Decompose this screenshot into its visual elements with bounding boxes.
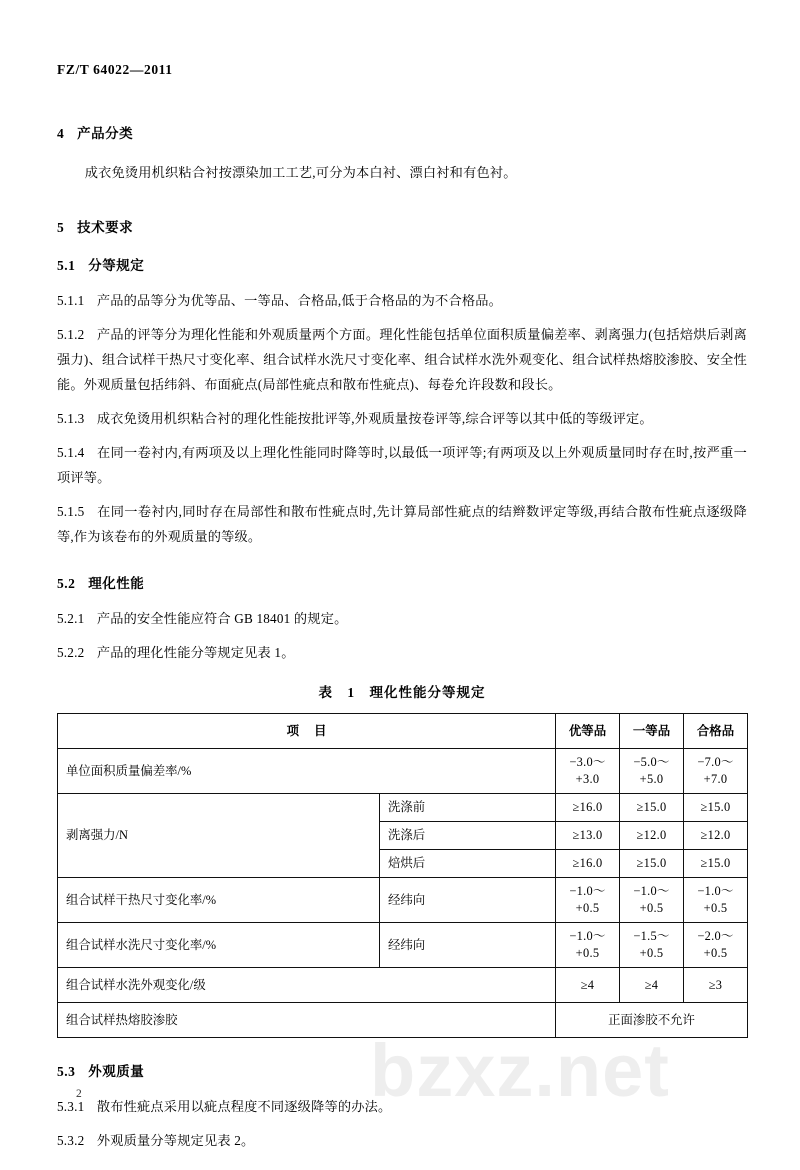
table-caption-title: 理化性能分等规定 bbox=[369, 685, 486, 700]
cell-value: −1.0～+0.5 bbox=[556, 878, 620, 923]
cell-value: ≥16.0 bbox=[556, 850, 620, 878]
heading-title: 技术要求 bbox=[77, 220, 134, 235]
heading-title: 分等规定 bbox=[88, 258, 145, 273]
column-header-premium: 优等品 bbox=[556, 714, 620, 749]
clause-5-3-2 bbox=[57, 1128, 747, 1153]
cell-value: −1.0～+0.5 bbox=[620, 878, 684, 923]
table-row bbox=[58, 878, 748, 923]
heading-section-4 bbox=[57, 122, 747, 142]
clause-5-1-5 bbox=[57, 499, 747, 549]
table-physical-chemical-grading bbox=[57, 713, 748, 1038]
cell-value: ≥15.0 bbox=[620, 850, 684, 878]
cell-value: ≥3 bbox=[684, 968, 748, 1003]
row-sub-label: 焙烘后 bbox=[380, 850, 556, 878]
heading-section-5-1 bbox=[57, 254, 747, 274]
clause-5-1-3 bbox=[57, 406, 747, 431]
table-header-row bbox=[58, 714, 748, 749]
clause-5-3-1 bbox=[57, 1094, 747, 1119]
heading-section-5 bbox=[57, 216, 747, 236]
clause-text: 外观质量分等规定见表 2。 bbox=[96, 1133, 255, 1148]
cell-value: −3.0～+3.0 bbox=[556, 749, 620, 794]
table-row bbox=[58, 749, 748, 794]
clause-number: 5.3.2 bbox=[57, 1133, 85, 1148]
heading-number: 5.3 bbox=[57, 1064, 76, 1079]
heading-number: 5.1 bbox=[57, 258, 76, 273]
clause-number: 5.1.5 bbox=[57, 504, 85, 519]
cell-value: ≥12.0 bbox=[620, 822, 684, 850]
clause-number: 5.2.1 bbox=[57, 611, 85, 626]
cell-value: ≥12.0 bbox=[684, 822, 748, 850]
clause-text: 在同一卷衬内,有两项及以上理化性能同时降等时,以最低一项评等;有两项及以上外观质量同时存在时,按严重一项评等。 bbox=[57, 445, 747, 485]
clause-number: 5.1.4 bbox=[57, 445, 85, 460]
table-row bbox=[58, 794, 748, 822]
row-sub-label: 经纬向 bbox=[380, 923, 556, 968]
cell-value: −7.0～+7.0 bbox=[684, 749, 748, 794]
table-row bbox=[58, 1003, 748, 1038]
table-1-caption bbox=[57, 681, 747, 701]
table-caption-number: 1 bbox=[347, 685, 356, 700]
clause-text: 产品的评等分为理化性能和外观质量两个方面。理化性能包括单位面积质量偏差率、剥离强力(包括焙烘后剥离强力)、组合试样干热尺寸变化率、组合试样水洗尺寸变化率、组合试样水洗外观变化、组合试样热熔胶渗胶、安全性能。外观质量包括纬斜、布面疵点(局部性疵点和散布性疵点)、每卷允许段数和段长。 bbox=[57, 327, 748, 392]
heading-number: 5 bbox=[57, 220, 65, 235]
cell-value: −5.0～+5.0 bbox=[620, 749, 684, 794]
clause-number: 5.3.1 bbox=[57, 1099, 85, 1114]
cell-value: ≥4 bbox=[556, 968, 620, 1003]
row-sub-label: 洗涤后 bbox=[380, 822, 556, 850]
heading-title: 产品分类 bbox=[77, 126, 134, 141]
heading-title: 外观质量 bbox=[88, 1064, 145, 1079]
row-item-label: 剥离强力/N bbox=[58, 794, 380, 878]
clause-text: 产品的理化性能分等规定见表 1。 bbox=[96, 645, 295, 660]
clause-5-2-1 bbox=[57, 606, 747, 631]
clause-text: 成衣免烫用机织粘合衬的理化性能按批评等,外观质量按卷评等,综合评等以其中低的等级评定。 bbox=[96, 411, 653, 426]
cell-value: −1.0～+0.5 bbox=[684, 878, 748, 923]
clause-5-1-2 bbox=[57, 322, 747, 397]
cell-value: ≥15.0 bbox=[620, 794, 684, 822]
clause-number: 5.2.2 bbox=[57, 645, 85, 660]
heading-title: 理化性能 bbox=[88, 576, 145, 591]
clause-number: 5.1.2 bbox=[57, 327, 85, 342]
cell-value: −1.0～+0.5 bbox=[556, 923, 620, 968]
paragraph-4-body: 成衣免烫用机织粘合衬按漂染加工工艺,可分为本白衬、漂白衬和有色衬。 bbox=[84, 165, 517, 180]
clause-text: 产品的品等分为优等品、一等品、合格品,低于合格品的为不合格品。 bbox=[96, 293, 502, 308]
table-row bbox=[58, 968, 748, 1003]
table-caption-label: 表 bbox=[318, 685, 333, 700]
running-header: FZ/T 64022—2011 bbox=[57, 62, 173, 77]
cell-value: ≥13.0 bbox=[556, 822, 620, 850]
row-item-label: 组合试样水洗外观变化/级 bbox=[58, 968, 556, 1003]
heading-section-5-2 bbox=[57, 572, 747, 592]
heading-number: 4 bbox=[57, 126, 65, 141]
table-row bbox=[58, 923, 748, 968]
clause-5-1-4 bbox=[57, 440, 747, 490]
clause-number: 5.1.1 bbox=[57, 293, 85, 308]
cell-value: −2.0～+0.5 bbox=[684, 923, 748, 968]
cell-value: ≥4 bbox=[620, 968, 684, 1003]
clause-text: 散布性疵点采用以疵点程度不同逐级降等的办法。 bbox=[96, 1099, 392, 1114]
heading-section-5-3 bbox=[57, 1060, 747, 1080]
clause-5-2-2 bbox=[57, 640, 747, 665]
cell-value-merged: 正面渗胶不允许 bbox=[556, 1003, 748, 1038]
cell-value: −1.5～+0.5 bbox=[620, 923, 684, 968]
column-header-qualified: 合格品 bbox=[684, 714, 748, 749]
row-item-label: 单位面积质量偏差率/% bbox=[58, 749, 556, 794]
cell-value: ≥15.0 bbox=[684, 850, 748, 878]
column-header-item: 项 目 bbox=[58, 714, 556, 749]
clause-5-1-1 bbox=[57, 288, 747, 313]
cell-value: ≥15.0 bbox=[684, 794, 748, 822]
row-item-label: 组合试样水洗尺寸变化率/% bbox=[58, 923, 380, 968]
watermark-text: bzxz.net bbox=[370, 1029, 670, 1112]
row-sub-label: 洗涤前 bbox=[380, 794, 556, 822]
row-item-label: 组合试样热熔胶渗胶 bbox=[58, 1003, 556, 1038]
column-header-first-grade: 一等品 bbox=[620, 714, 684, 749]
page-number: 2 bbox=[76, 1088, 82, 1100]
clause-number: 5.1.3 bbox=[57, 411, 85, 426]
heading-number: 5.2 bbox=[57, 576, 76, 591]
row-sub-label: 经纬向 bbox=[380, 878, 556, 923]
cell-value: ≥16.0 bbox=[556, 794, 620, 822]
row-item-label: 组合试样干热尺寸变化率/% bbox=[58, 878, 380, 923]
clause-text: 产品的安全性能应符合 GB 18401 的规定。 bbox=[96, 611, 348, 626]
clause-text: 在同一卷衬内,同时存在局部性和散布性疵点时,先计算局部性疵点的结辫数评定等级,再结合散布性疵点逐级降等,作为该卷布的外观质量的等级。 bbox=[57, 504, 748, 544]
document-body bbox=[57, 122, 747, 1162]
